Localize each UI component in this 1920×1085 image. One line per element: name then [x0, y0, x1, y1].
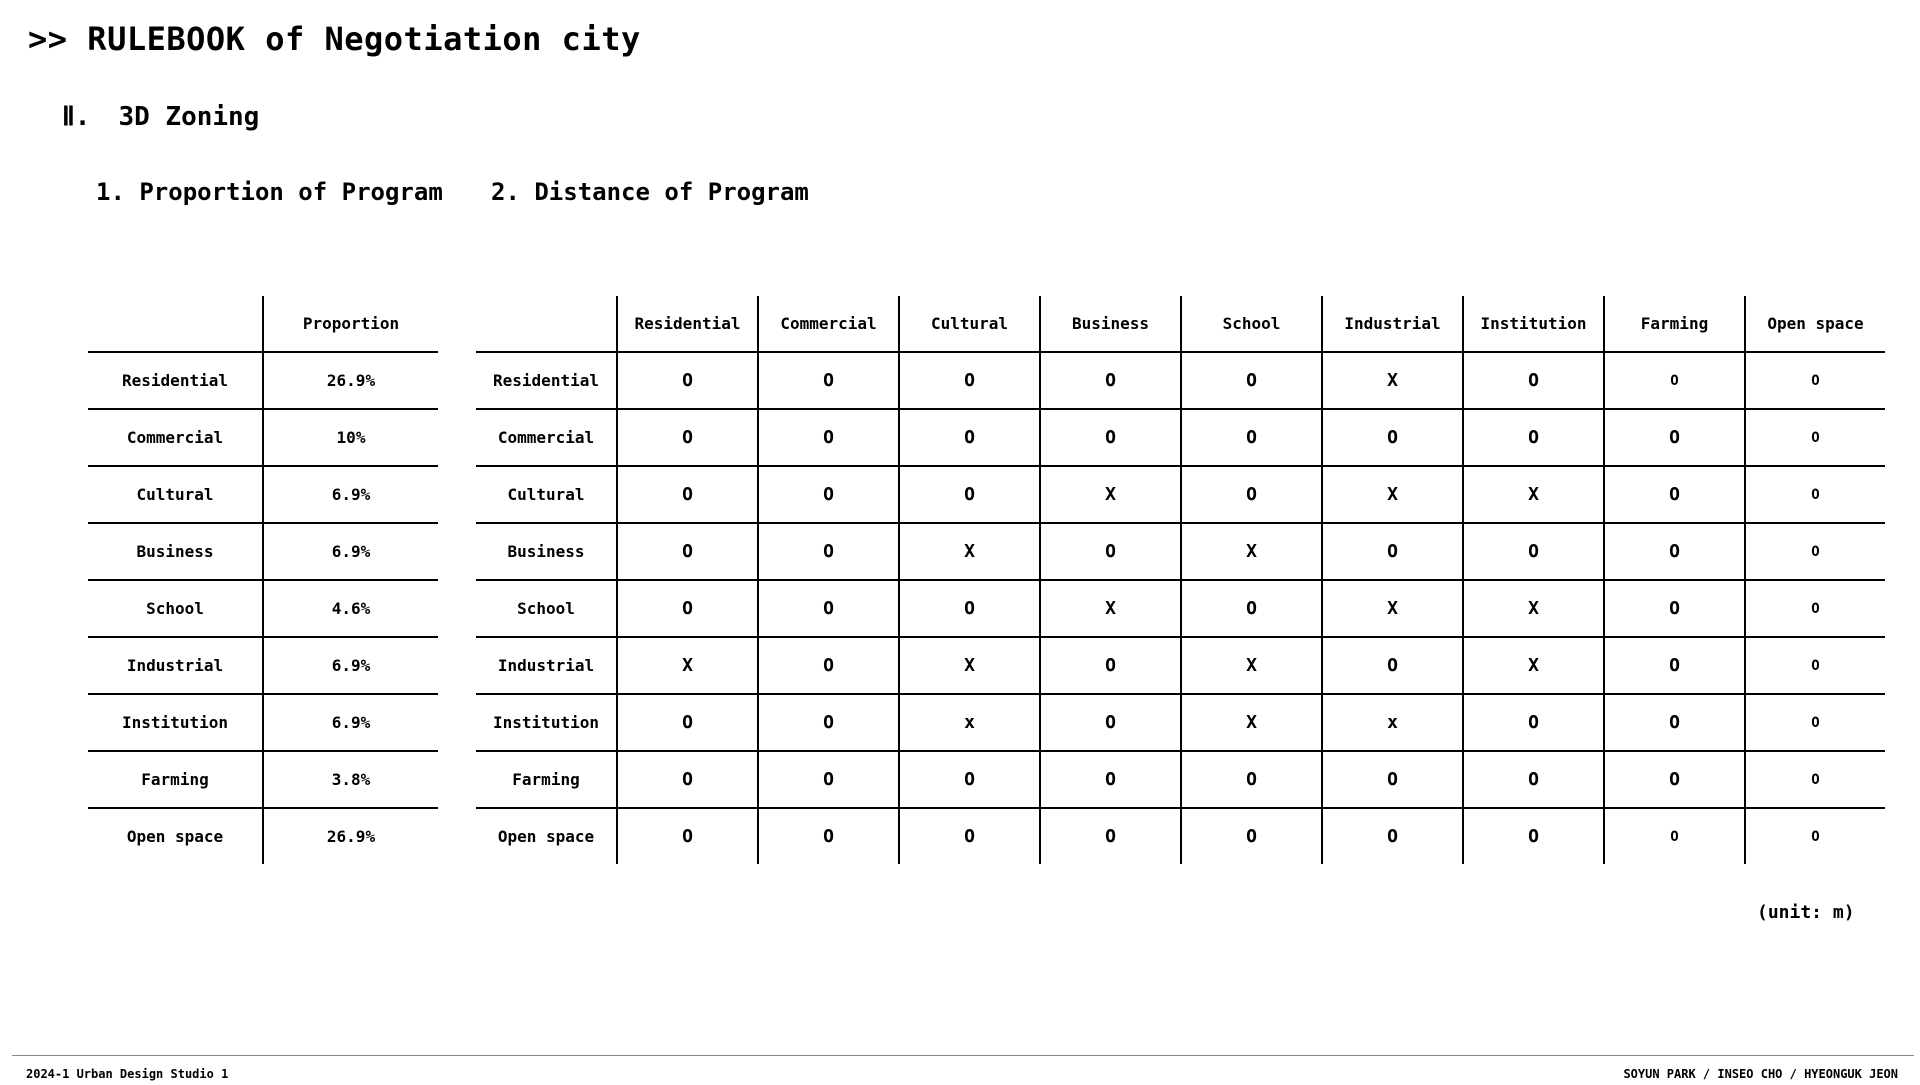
distance-cell: O	[1322, 751, 1463, 808]
table-row	[476, 466, 1885, 523]
program-label: Institution	[476, 694, 617, 751]
distance-cell: O	[1604, 808, 1745, 864]
column-header: Institution	[1463, 296, 1604, 352]
distance-cell: X	[1322, 580, 1463, 637]
distance-cell: O	[1745, 694, 1885, 751]
table-row	[476, 751, 1885, 808]
distance-cell: O	[758, 694, 899, 751]
proportion-value: 3.8%	[263, 751, 438, 808]
distance-cell: O	[1463, 409, 1604, 466]
distance-cell: X	[1181, 637, 1322, 694]
distance-cell: O	[617, 694, 758, 751]
distance-cell: X	[1322, 466, 1463, 523]
footer-divider	[12, 1055, 1914, 1056]
program-label: Institution	[88, 694, 263, 751]
distance-cell: O	[1604, 751, 1745, 808]
distance-cell: O	[1322, 808, 1463, 864]
proportion-subtitle: 1. Proportion of Program	[96, 178, 443, 206]
distance-cell: O	[1181, 808, 1322, 864]
table-row	[476, 580, 1885, 637]
program-label: Farming	[88, 751, 263, 808]
distance-cell: O	[1463, 751, 1604, 808]
program-label: Business	[88, 523, 263, 580]
table-row	[476, 694, 1885, 751]
distance-cell: O	[1745, 580, 1885, 637]
distance-cell: O	[1040, 694, 1181, 751]
distance-cell: O	[758, 808, 899, 864]
program-label: Open space	[476, 808, 617, 864]
page-title: >> RULEBOOK of Negotiation city	[28, 20, 641, 58]
distance-cell: O	[1463, 523, 1604, 580]
distance-cell: O	[1040, 751, 1181, 808]
distance-cell: O	[1604, 409, 1745, 466]
table-row	[476, 808, 1885, 864]
proportion-value: 6.9%	[263, 523, 438, 580]
distance-header-blank	[476, 296, 617, 352]
distance-cell: O	[1181, 580, 1322, 637]
distance-cell: O	[1181, 751, 1322, 808]
distance-cell: O	[1745, 637, 1885, 694]
distance-cell: X	[1040, 580, 1181, 637]
distance-cell: O	[1745, 523, 1885, 580]
distance-cell: O	[758, 580, 899, 637]
distance-cell: X	[1463, 637, 1604, 694]
distance-table	[476, 296, 1885, 864]
program-label: School	[88, 580, 263, 637]
distance-cell: O	[758, 523, 899, 580]
distance-cell: X	[1181, 523, 1322, 580]
distance-cell: O	[1463, 352, 1604, 409]
distance-cell: X	[1040, 466, 1181, 523]
distance-cell: O	[1040, 808, 1181, 864]
distance-cell: X	[899, 523, 1040, 580]
table-row	[88, 808, 438, 864]
column-header: Industrial	[1322, 296, 1463, 352]
distance-cell: O	[1040, 352, 1181, 409]
distance-cell: O	[1322, 409, 1463, 466]
table-row	[88, 694, 438, 751]
distance-cell: O	[1604, 466, 1745, 523]
distance-cell: O	[1604, 694, 1745, 751]
footer-course: 2024-1 Urban Design Studio 1	[26, 1067, 229, 1081]
table-row	[88, 751, 438, 808]
program-label: Commercial	[88, 409, 263, 466]
distance-cell: O	[617, 580, 758, 637]
distance-cell: O	[899, 352, 1040, 409]
distance-cell: O	[758, 409, 899, 466]
program-label: Farming	[476, 751, 617, 808]
column-header: Cultural	[899, 296, 1040, 352]
program-label: Cultural	[88, 466, 263, 523]
proportion-value: 6.9%	[263, 637, 438, 694]
proportion-value: 6.9%	[263, 466, 438, 523]
section-number: Ⅱ.	[62, 102, 91, 132]
distance-cell: O	[899, 808, 1040, 864]
table-row	[88, 580, 438, 637]
distance-cell: O	[1463, 694, 1604, 751]
table-row	[476, 352, 1885, 409]
distance-cell: O	[617, 523, 758, 580]
distance-cell: O	[1745, 751, 1885, 808]
table-row	[88, 352, 438, 409]
distance-cell: X	[1181, 694, 1322, 751]
column-header: School	[1181, 296, 1322, 352]
table-row	[88, 466, 438, 523]
proportion-value: 10%	[263, 409, 438, 466]
distance-cell: O	[1322, 523, 1463, 580]
distance-cell: O	[1745, 808, 1885, 864]
column-header: Open space	[1745, 296, 1885, 352]
distance-subtitle: 2. Distance of Program	[491, 178, 809, 206]
distance-cell: O	[758, 637, 899, 694]
distance-cell: O	[1745, 409, 1885, 466]
column-header: Commercial	[758, 296, 899, 352]
distance-cell: O	[617, 352, 758, 409]
proportion-header-blank	[88, 296, 263, 352]
distance-cell: O	[1745, 352, 1885, 409]
distance-cell: X	[1463, 580, 1604, 637]
program-label: Cultural	[476, 466, 617, 523]
proportion-header: Proportion	[263, 296, 438, 352]
distance-cell: O	[1604, 523, 1745, 580]
distance-cell: O	[899, 409, 1040, 466]
distance-cell: O	[1604, 352, 1745, 409]
distance-cell: X	[1322, 352, 1463, 409]
table-row	[88, 523, 438, 580]
distance-cell: O	[1040, 409, 1181, 466]
table-row	[88, 409, 438, 466]
distance-cell: X	[899, 637, 1040, 694]
distance-cell: O	[899, 466, 1040, 523]
distance-cell: X	[1463, 466, 1604, 523]
distance-cell: O	[758, 466, 899, 523]
distance-cell: O	[617, 409, 758, 466]
table-row	[476, 409, 1885, 466]
column-header: Business	[1040, 296, 1181, 352]
distance-cell: X	[617, 637, 758, 694]
distance-cell: O	[899, 580, 1040, 637]
footer-authors: SOYUN PARK / INSEO CHO / HYEONGUK JEON	[1623, 1067, 1898, 1081]
distance-cell: O	[617, 808, 758, 864]
program-label: Residential	[88, 352, 263, 409]
distance-cell: x	[899, 694, 1040, 751]
distance-cell: O	[1604, 637, 1745, 694]
distance-cell: O	[758, 352, 899, 409]
distance-cell: O	[617, 466, 758, 523]
distance-cell: O	[899, 751, 1040, 808]
distance-cell: O	[1463, 808, 1604, 864]
distance-cell: O	[1604, 580, 1745, 637]
program-label: School	[476, 580, 617, 637]
column-header: Farming	[1604, 296, 1745, 352]
distance-cell: O	[1745, 466, 1885, 523]
proportion-table	[88, 296, 438, 864]
distance-cell: x	[1322, 694, 1463, 751]
program-label: Open space	[88, 808, 263, 864]
program-label: Commercial	[476, 409, 617, 466]
table-row	[476, 637, 1885, 694]
distance-cell: O	[1040, 523, 1181, 580]
distance-cell: O	[1040, 637, 1181, 694]
table-row	[88, 637, 438, 694]
distance-cell: O	[1181, 466, 1322, 523]
section-heading	[62, 102, 259, 132]
proportion-value: 4.6%	[263, 580, 438, 637]
program-label: Business	[476, 523, 617, 580]
unit-note: (unit: m)	[1757, 902, 1855, 923]
program-label: Residential	[476, 352, 617, 409]
distance-cell: O	[1181, 352, 1322, 409]
column-header: Residential	[617, 296, 758, 352]
proportion-value: 26.9%	[263, 352, 438, 409]
proportion-value: 26.9%	[263, 808, 438, 864]
proportion-value: 6.9%	[263, 694, 438, 751]
distance-cell: O	[758, 751, 899, 808]
table-row	[476, 523, 1885, 580]
distance-cell: O	[617, 751, 758, 808]
program-label: Industrial	[476, 637, 617, 694]
program-label: Industrial	[88, 637, 263, 694]
distance-cell: O	[1322, 637, 1463, 694]
distance-cell: O	[1181, 409, 1322, 466]
section-label: 3D Zoning	[118, 102, 260, 132]
